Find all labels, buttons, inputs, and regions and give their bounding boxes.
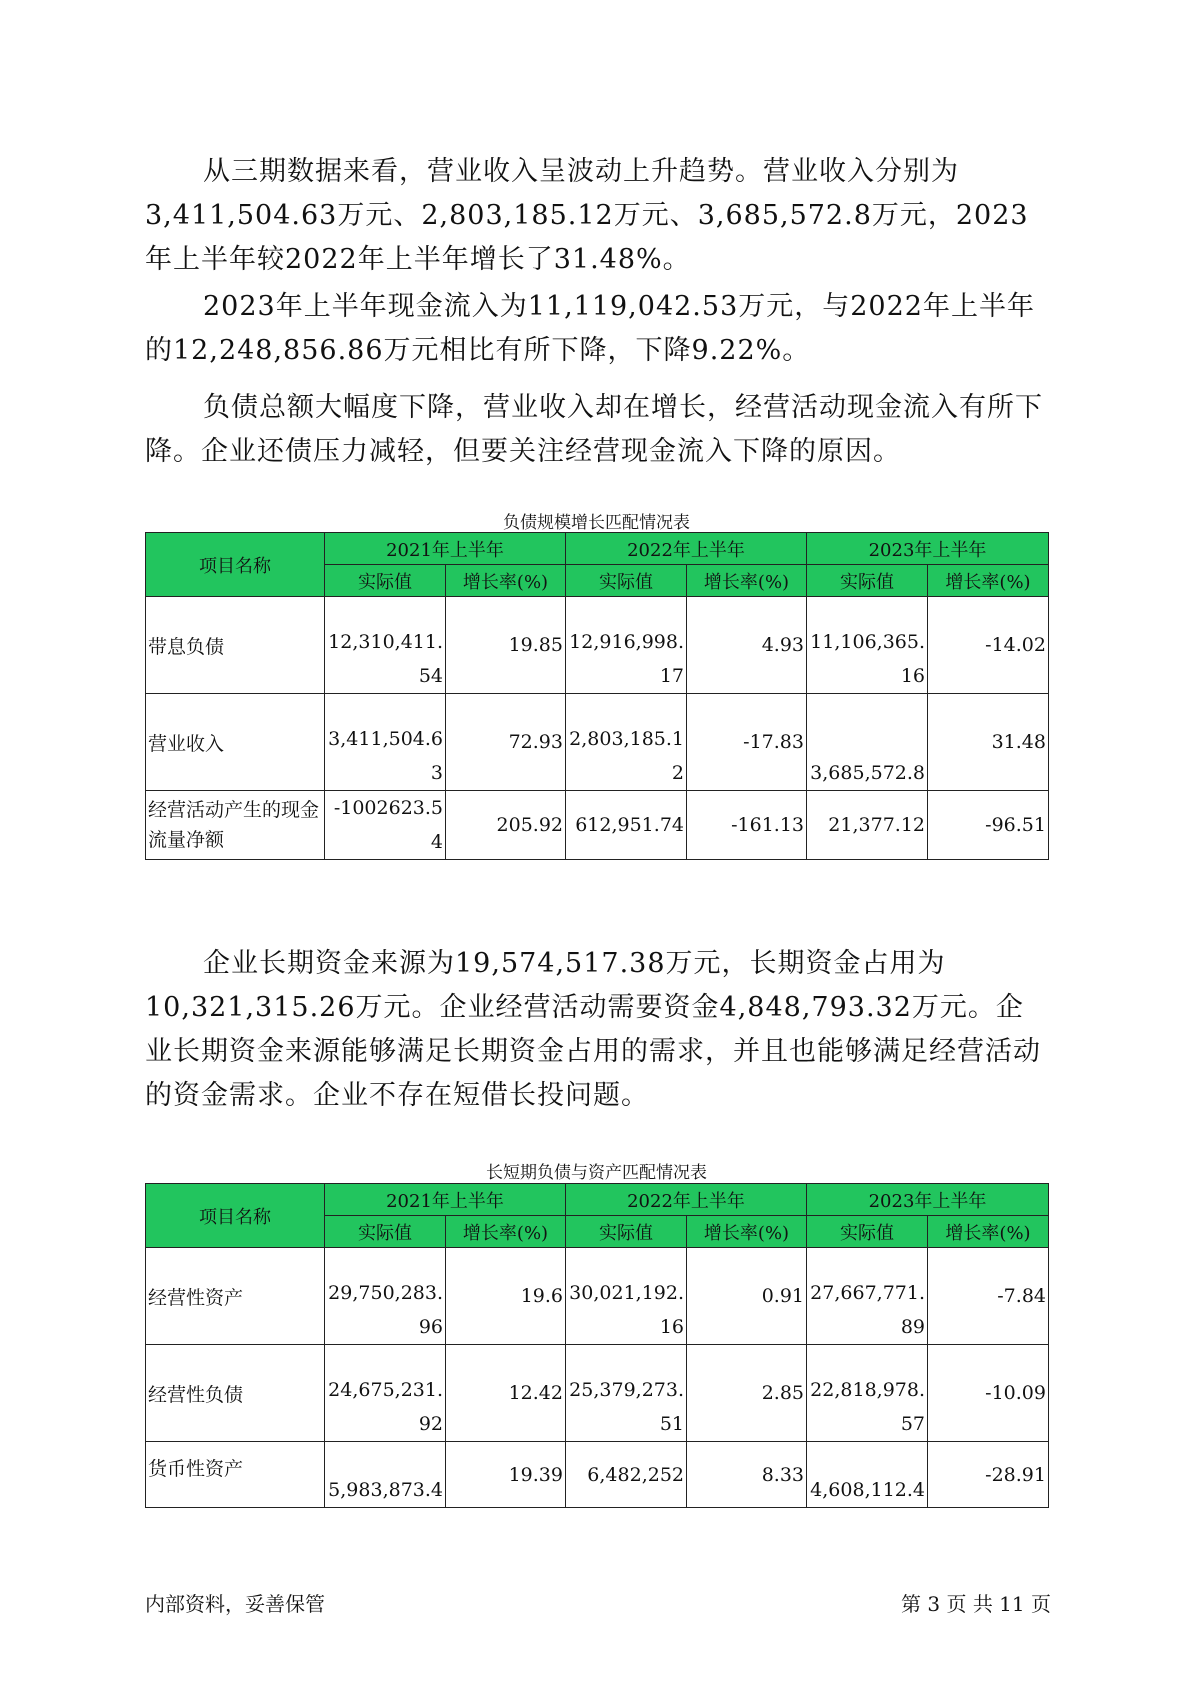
cell-actual: 29,750,283.96 [325, 1248, 446, 1345]
cell-actual: -1002623.54 [325, 791, 446, 860]
cell-actual: 21,377.12 [807, 791, 928, 860]
paragraph-revenue-trend: 从三期数据来看，营业收入呈波动上升趋势。营业收入分别为3,411,504.63万元、2,803,185.12万元、3,685,572.8万元，2023年上半年较2022年上半年增长了31.48%。 [145, 156, 1029, 275]
cell-growth: 19.85 [446, 597, 566, 694]
debt-asset-matching-table [145, 1183, 1049, 1508]
cell-actual: 24,675,231.92 [325, 1345, 446, 1442]
header-actual: 实际值 [325, 565, 446, 597]
cell-growth: 2.85 [687, 1345, 807, 1442]
cell-growth: 72.93 [446, 694, 566, 791]
header-growth: 增长率(%) [446, 1216, 566, 1248]
cell-actual: 3,685,572.8 [807, 694, 928, 791]
paragraph-debt-summary: 负债总额大幅度下降，营业收入却在增长，经营活动现金流入有所下降。企业还债压力减轻，但要关注经营现金流入下降的原因。 [145, 392, 1043, 467]
header-actual: 实际值 [325, 1216, 446, 1248]
table-row [146, 597, 1049, 694]
cell-actual: 12,310,411.54 [325, 597, 446, 694]
cell-actual: 27,667,771.89 [807, 1248, 928, 1345]
header-item-name: 项目名称 [146, 533, 325, 597]
header-period-2022: 2022年上半年 [566, 533, 807, 565]
header-growth: 增长率(%) [446, 565, 566, 597]
header-growth: 增长率(%) [687, 1216, 807, 1248]
table-row [146, 1248, 1049, 1345]
cell-growth: 19.6 [446, 1248, 566, 1345]
header-actual: 实际值 [566, 565, 687, 597]
cell-actual: 612,951.74 [566, 791, 687, 860]
header-actual: 实际值 [566, 1216, 687, 1248]
cell-actual: 4,608,112.4 [807, 1442, 928, 1508]
row-name: 经营活动产生的现金流量净额 [146, 791, 325, 860]
table1-caption: 负债规模增长匹配情况表 [503, 513, 690, 533]
cell-actual: 25,379,273.51 [566, 1345, 687, 1442]
header-actual: 实际值 [807, 565, 928, 597]
header-period-2021: 2021年上半年 [325, 1184, 566, 1216]
table-row [146, 1345, 1049, 1442]
header-growth: 增长率(%) [928, 565, 1049, 597]
cell-actual: 30,021,192.16 [566, 1248, 687, 1345]
header-period-2023: 2023年上半年 [807, 1184, 1049, 1216]
cell-growth: -7.84 [928, 1248, 1049, 1345]
cell-growth: -10.09 [928, 1345, 1049, 1442]
cell-growth: -17.83 [687, 694, 807, 791]
cell-growth: 205.92 [446, 791, 566, 860]
cell-growth: -96.51 [928, 791, 1049, 860]
footer-confidential-note: 内部资料，妥善保管 [145, 1592, 325, 1616]
cell-growth: 0.91 [687, 1248, 807, 1345]
cell-growth: -14.02 [928, 597, 1049, 694]
cell-growth: 12.42 [446, 1345, 566, 1442]
cell-growth: 19.39 [446, 1442, 566, 1508]
cell-growth: 31.48 [928, 694, 1049, 791]
cell-actual: 5,983,873.4 [325, 1442, 446, 1508]
header-period-2021: 2021年上半年 [325, 533, 566, 565]
cell-actual: 2,803,185.12 [566, 694, 687, 791]
header-period-2023: 2023年上半年 [807, 533, 1049, 565]
table-row [146, 791, 1049, 860]
table-row [146, 1442, 1049, 1508]
cell-actual: 3,411,504.63 [325, 694, 446, 791]
debt-growth-table [145, 532, 1049, 860]
cell-actual: 12,916,998.17 [566, 597, 687, 694]
row-name: 营业收入 [146, 694, 325, 791]
paragraph-long-term-funds: 企业长期资金来源为19,574,517.38万元，长期资金占用为10,321,315.26万元。企业经营活动需要资金4,848,793.32万元。企业长期资金来源能够满足长期资金占用的需求，并且也能够满足经营活动的资金需求。企业不存在短借长投问题。 [145, 948, 1041, 1111]
cell-actual: 11,106,365.16 [807, 597, 928, 694]
table-row [146, 694, 1049, 791]
row-name: 经营性资产 [146, 1248, 325, 1345]
header-item-name: 项目名称 [146, 1184, 325, 1248]
header-growth: 增长率(%) [687, 565, 807, 597]
table2-caption: 长短期负债与资产匹配情况表 [486, 1163, 707, 1183]
paragraph-cash-inflow: 2023年上半年现金流入为11,119,042.53万元，与2022年上半年的12,248,856.86万元相比有所下降，下降9.22%。 [145, 291, 1035, 366]
cell-growth: 4.93 [687, 597, 807, 694]
row-name: 货币性资产 [146, 1442, 325, 1508]
row-name: 经营性负债 [146, 1345, 325, 1442]
header-growth: 增长率(%) [928, 1216, 1049, 1248]
header-actual: 实际值 [807, 1216, 928, 1248]
row-name: 带息负债 [146, 597, 325, 694]
header-period-2022: 2022年上半年 [566, 1184, 807, 1216]
cell-actual: 22,818,978.57 [807, 1345, 928, 1442]
cell-growth: -161.13 [687, 791, 807, 860]
cell-growth: -28.91 [928, 1442, 1049, 1508]
footer-page-number: 第 3 页 共 11 页 [901, 1592, 1051, 1616]
cell-growth: 8.33 [687, 1442, 807, 1508]
cell-actual: 6,482,252 [566, 1442, 687, 1508]
